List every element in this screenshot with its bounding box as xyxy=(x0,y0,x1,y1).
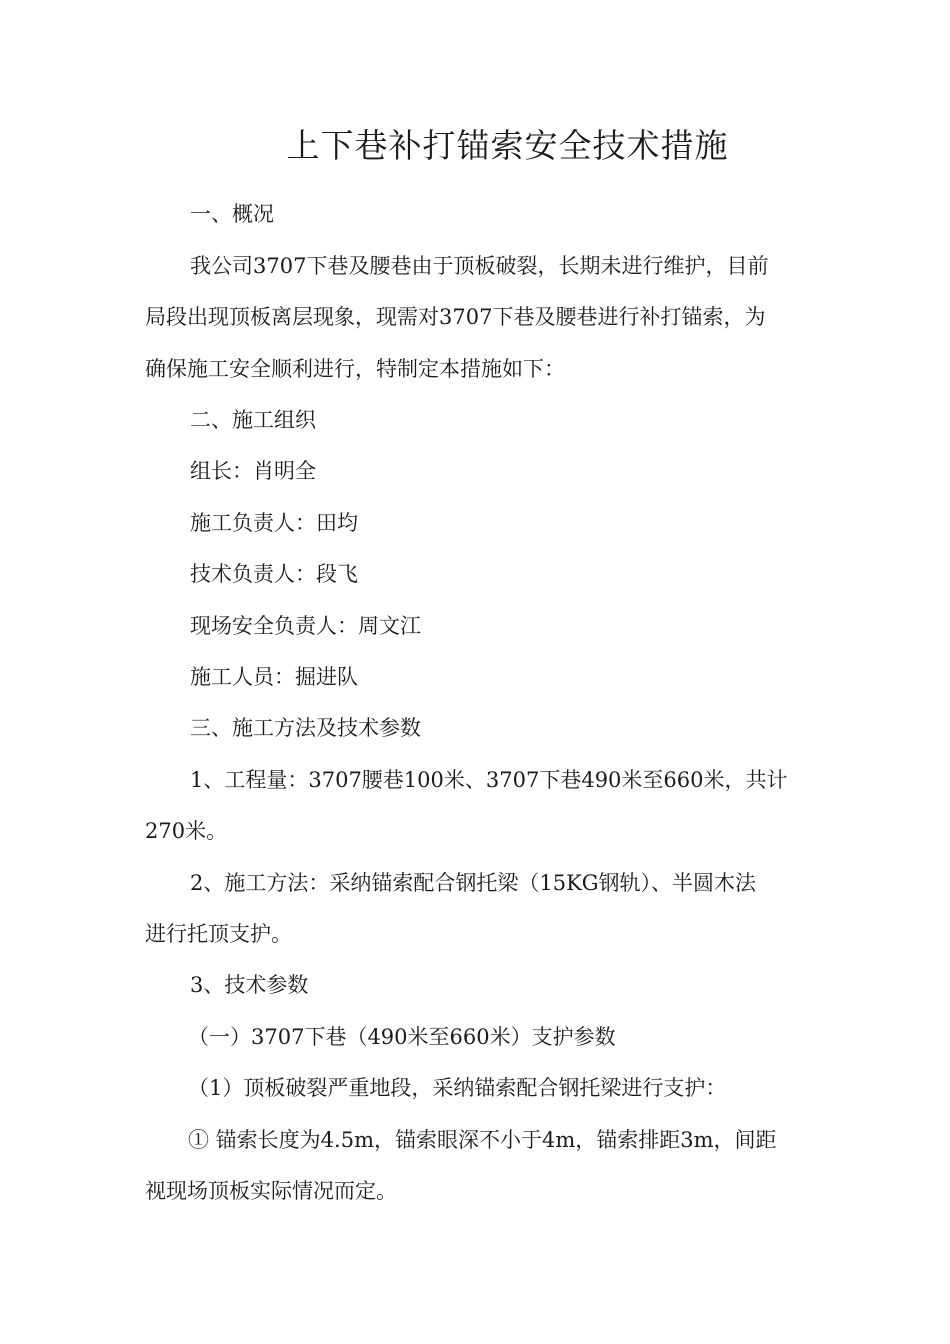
construction-manager: 施工负责人：田均 xyxy=(190,511,358,535)
technical-manager: 技术负责人：段飞 xyxy=(190,562,358,586)
section-heading-overview: 一、概况 xyxy=(190,202,274,226)
paragraph-line: 2、施工方法：采纳锚索配合钢托梁（15KG钢轨）、半圆木法 xyxy=(190,871,757,895)
construction-staff: 施工人员：掘进队 xyxy=(190,665,358,689)
paragraph-line: ① 锚索长度为4.5m，锚索眼深不小于4m，锚索排距3m，间距 xyxy=(188,1128,777,1152)
document-title: 上下巷补打锚索安全技术措施 xyxy=(286,126,729,165)
paragraph-line: 局段出现顶板离层现象，现需对3707下巷及腰巷进行补打锚索，为 xyxy=(145,305,766,329)
team-leader: 组长：肖明全 xyxy=(190,459,316,483)
subheading-technical-parameters: 3、技术参数 xyxy=(190,973,309,997)
section-heading-methods: 三、施工方法及技术参数 xyxy=(190,716,421,740)
safety-manager: 现场安全负责人：周文江 xyxy=(190,614,421,638)
paragraph-line: 确保施工安全顺利进行，特制定本措施如下： xyxy=(145,357,565,381)
paragraph-line: 进行托顶支护。 xyxy=(145,922,292,946)
paragraph-line: （1）顶板破裂严重地段，采纳锚索配合钢托梁进行支护： xyxy=(188,1076,727,1100)
paragraph-line: 视现场顶板实际情况而定。 xyxy=(145,1179,397,1203)
paragraph-line: 1、工程量：3707腰巷100米、3707下巷490米至660米，共计 xyxy=(190,768,788,792)
subheading-lower-roadway: （一）3707下巷（490米至660米）支护参数 xyxy=(188,1025,616,1049)
paragraph-line: 我公司3707下巷及腰巷由于顶板破裂，长期未进行维护，目前 xyxy=(190,254,769,278)
section-heading-organization: 二、施工组织 xyxy=(190,408,316,432)
paragraph-line: 270米。 xyxy=(145,819,228,843)
